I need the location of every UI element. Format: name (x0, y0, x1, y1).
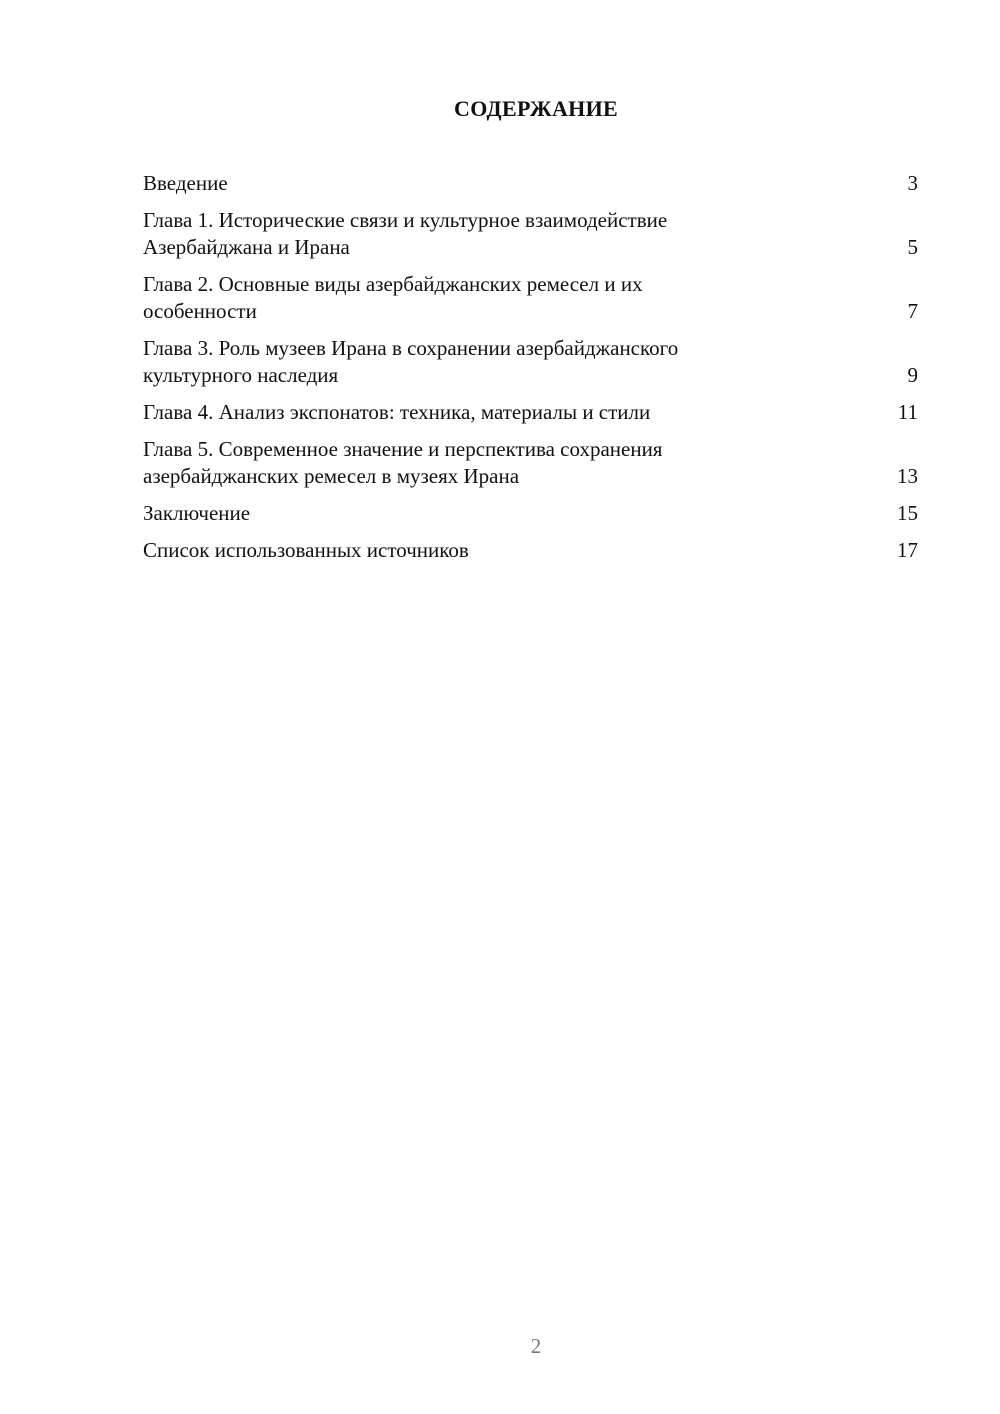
toc-entry-chapter-1[interactable] (143, 207, 918, 261)
toc-entry-page-number: 13 (897, 464, 918, 488)
toc-entry-page-number: 3 (907, 171, 918, 195)
toc-entry-line: Введение (143, 171, 228, 195)
toc-entry-line: Список использованных источников (143, 538, 469, 562)
toc-entry-text (143, 335, 793, 389)
toc-entry-line: Азербайджана и Ирана (143, 235, 350, 259)
toc-entry-chapter-2[interactable] (143, 271, 918, 325)
toc-entry-line: Глава 5. Современное значение и перспектива сохранения (143, 437, 663, 461)
toc-entry-references[interactable] (143, 537, 918, 564)
page-number: 2 (530, 1334, 542, 1358)
toc-entry-chapter-4[interactable] (143, 399, 918, 426)
toc-entry-line: Заключение (143, 501, 251, 525)
toc-entry-text (143, 170, 793, 197)
toc-entry-line: Глава 2. Основные виды азербайджанских ремесел и их (143, 272, 643, 296)
toc-entry-line: особенности (143, 299, 257, 323)
toc-entry-chapter-5[interactable] (143, 436, 918, 490)
toc-entry-line: культурного наследия (143, 363, 339, 387)
toc-entry-text (143, 399, 793, 426)
toc-entry-page-number: 15 (897, 501, 918, 525)
toc-entry-text (143, 271, 793, 325)
table-of-contents (143, 170, 918, 574)
toc-entry-page-number: 5 (907, 235, 918, 259)
toc-entry-line: Глава 1. Исторические связи и культурное взаимодействие (143, 208, 668, 232)
toc-entry-text (143, 207, 793, 261)
toc-entry-introduction[interactable] (143, 170, 918, 197)
toc-entry-text (143, 537, 793, 564)
toc-entry-text (143, 500, 793, 527)
page-title: СОДЕРЖАНИЕ (454, 96, 618, 121)
toc-entry-text (143, 436, 793, 490)
toc-entry-conclusion[interactable] (143, 500, 918, 527)
toc-entry-page-number: 7 (907, 299, 918, 323)
toc-entry-page-number: 11 (897, 400, 918, 424)
toc-entry-page-number: 9 (907, 363, 918, 387)
toc-entry-chapter-3[interactable] (143, 335, 918, 389)
toc-entry-page-number: 17 (897, 538, 918, 562)
toc-entry-line: Глава 4. Анализ экспонатов: техника, материалы и стили (143, 400, 651, 424)
toc-entry-line: Глава 3. Роль музеев Ирана в сохранении азербайджанского (143, 336, 679, 360)
toc-entry-line: азербайджанских ремесел в музеях Ирана (143, 464, 520, 488)
